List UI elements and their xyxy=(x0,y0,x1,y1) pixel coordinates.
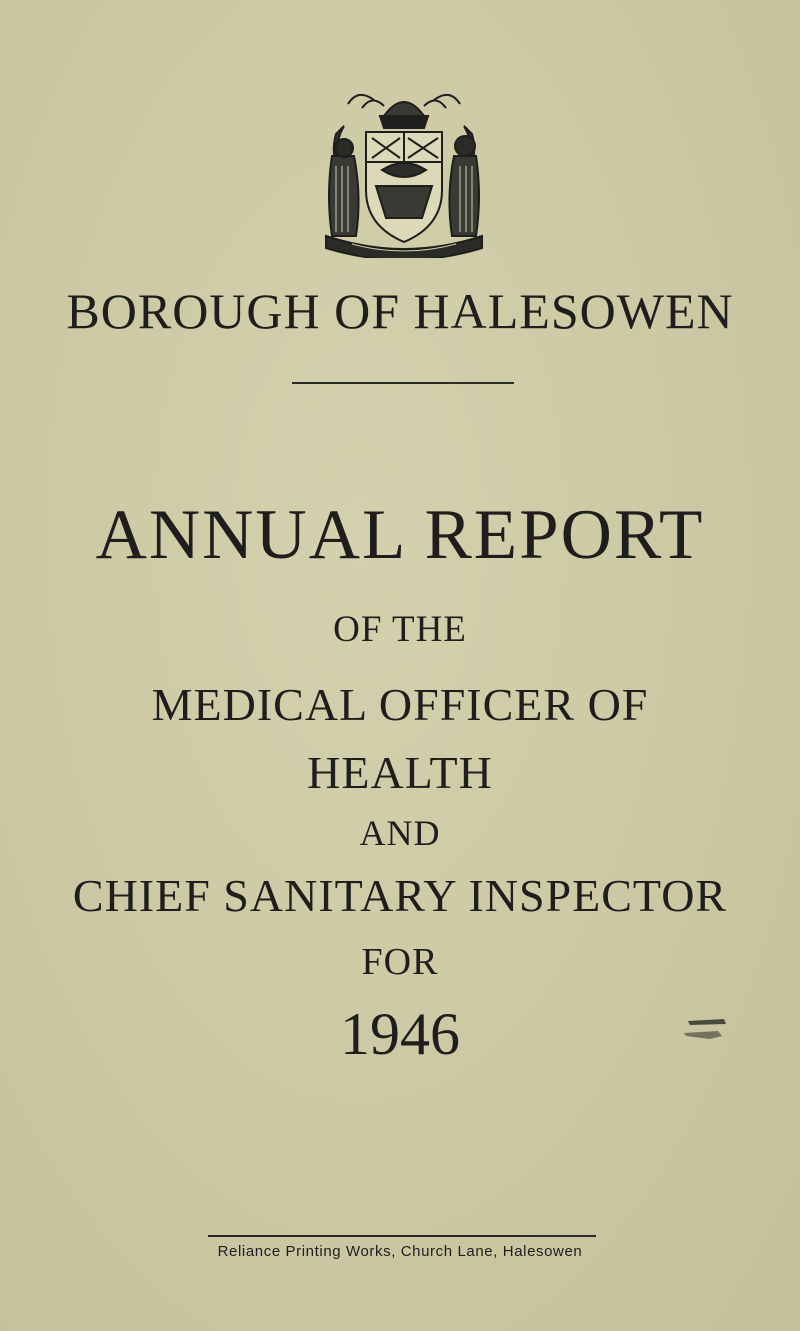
coat-of-arms-icon xyxy=(322,86,486,258)
of-the-line: OF THE xyxy=(333,609,467,650)
and-line: AND xyxy=(359,813,441,853)
printer-imprint: Reliance Printing Works, Church Lane, Halesowen xyxy=(217,1243,583,1260)
medical-officer-line: MEDICAL OFFICER OF xyxy=(151,679,649,730)
health-line: HEALTH xyxy=(307,747,493,798)
footer-rule xyxy=(208,1235,596,1237)
report-title: ANNUAL REPORT xyxy=(95,496,705,574)
borough-heading: BOROUGH OF HALESOWEN xyxy=(66,283,734,339)
chief-sanitary-inspector-line: CHIEF SANITARY INSPECTOR xyxy=(72,870,728,921)
divider-rule xyxy=(292,382,514,384)
ink-mark-icon xyxy=(680,1015,730,1045)
report-year: 1946 xyxy=(340,1001,460,1067)
for-line: FOR xyxy=(361,941,439,983)
